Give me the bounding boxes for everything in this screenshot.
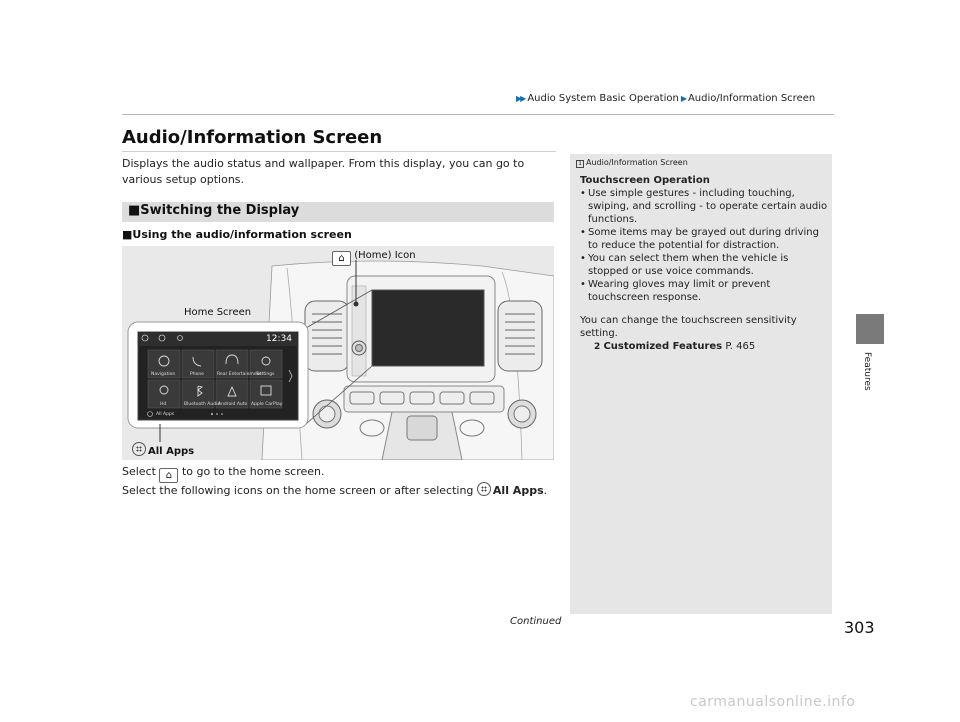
home-icon[interactable]: ⌂: [159, 468, 178, 483]
sidebar-reference[interactable]: [580, 340, 828, 354]
section-title: [128, 203, 299, 218]
title-divider: [122, 151, 556, 152]
tile-settings[interactable]: Settings: [256, 372, 275, 377]
section-title-text: Switching the Display: [140, 203, 300, 218]
home-icon[interactable]: ⌂: [332, 251, 351, 266]
sidebar-bullet: • Wearing gloves may limit or prevent touchscreen response.: [580, 278, 828, 304]
section-marker: ■: [128, 203, 141, 218]
sidebar-subheading: Touchscreen Operation: [580, 175, 710, 186]
continued-label: Continued: [510, 616, 562, 627]
tile-phone[interactable]: Phone: [190, 372, 204, 377]
all-apps-icon[interactable]: [132, 442, 146, 456]
sidebar-bullet: • Some items may be grayed out during driving to reduce the potential for distraction.: [580, 226, 828, 252]
reference-arrow-icon: 2: [594, 342, 601, 352]
instruction-1-pre: Select: [122, 465, 156, 478]
breadcrumb: [516, 93, 815, 104]
screen-clock: 12:34: [266, 334, 292, 344]
instruction-2-bold: All Apps: [492, 484, 544, 497]
page-number: 303: [844, 618, 875, 637]
reference-page[interactable]: P. 465: [725, 341, 756, 352]
header-divider: [122, 114, 834, 115]
triangle-icon: ▶: [680, 94, 685, 103]
tile-hd[interactable]: Hd: [160, 402, 167, 407]
sidebar-heading: [576, 158, 688, 168]
all-apps-icon[interactable]: [477, 482, 491, 496]
tile-navigation[interactable]: Navigation: [151, 372, 176, 377]
chapter-tab-label: Features: [862, 352, 872, 391]
instruction-line-1: [122, 465, 325, 483]
home-icon-label: (Home) Icon: [354, 250, 416, 261]
intro-text: Displays the audio status and wallpaper. From this display, you can go to various setup options.: [122, 157, 525, 186]
tile-apple-carplay[interactable]: Apple CarPlay: [251, 402, 283, 407]
sidebar-bullet: • You can select them when the vehicle is stopped or use voice commands.: [580, 252, 828, 278]
chapter-tab: [856, 314, 884, 344]
sidebar-sensitivity-text: You can change the touchscreen sensitivity setting.: [580, 315, 797, 339]
watermark: carmanualsonline.info: [690, 694, 856, 710]
instruction-line-2: [122, 482, 547, 497]
breadcrumb-item-1[interactable]: Audio System Basic Operation: [527, 93, 679, 104]
tile-android-auto[interactable]: Android Auto: [218, 402, 248, 407]
note-arrow-icon: 1: [576, 160, 584, 168]
screen-all-apps-button[interactable]: All Apps: [156, 412, 175, 417]
subsection-title: [122, 228, 352, 241]
dashboard-illustration: [122, 246, 554, 460]
instruction-1-post: to go to the home screen.: [181, 465, 325, 478]
instruction-2-pre: Select the following icons on the home screen or after selecting: [122, 484, 474, 497]
breadcrumb-item-2[interactable]: Audio/Information Screen: [687, 93, 816, 104]
tile-rear-entertainment[interactable]: Rear Entertainment: [217, 372, 262, 377]
dashboard-drawing: [122, 246, 554, 460]
all-apps-callout: [132, 442, 194, 457]
instruction-2-end: .: [543, 484, 548, 497]
sidebar-bullet: • Use simple gestures - including touching, swiping, and scrolling - to operate certain audio functions.: [580, 187, 828, 226]
home-icon-callout: [332, 250, 416, 266]
sidebar-heading-text: Audio/Information Screen: [586, 158, 688, 167]
tile-bluetooth-audio[interactable]: Bluetooth Audio: [184, 402, 221, 407]
subsection-marker: ■: [122, 228, 133, 241]
all-apps-label: All Apps: [148, 446, 195, 457]
page-title: Audio/Information Screen: [122, 127, 383, 148]
subsection-title-text: Using the audio/information screen: [132, 228, 352, 241]
home-screen-label: Home Screen: [184, 307, 252, 318]
reference-label[interactable]: Customized Features: [603, 341, 723, 352]
sidebar-content: [580, 174, 828, 354]
double-triangle-icon: ▶▶: [516, 94, 525, 103]
